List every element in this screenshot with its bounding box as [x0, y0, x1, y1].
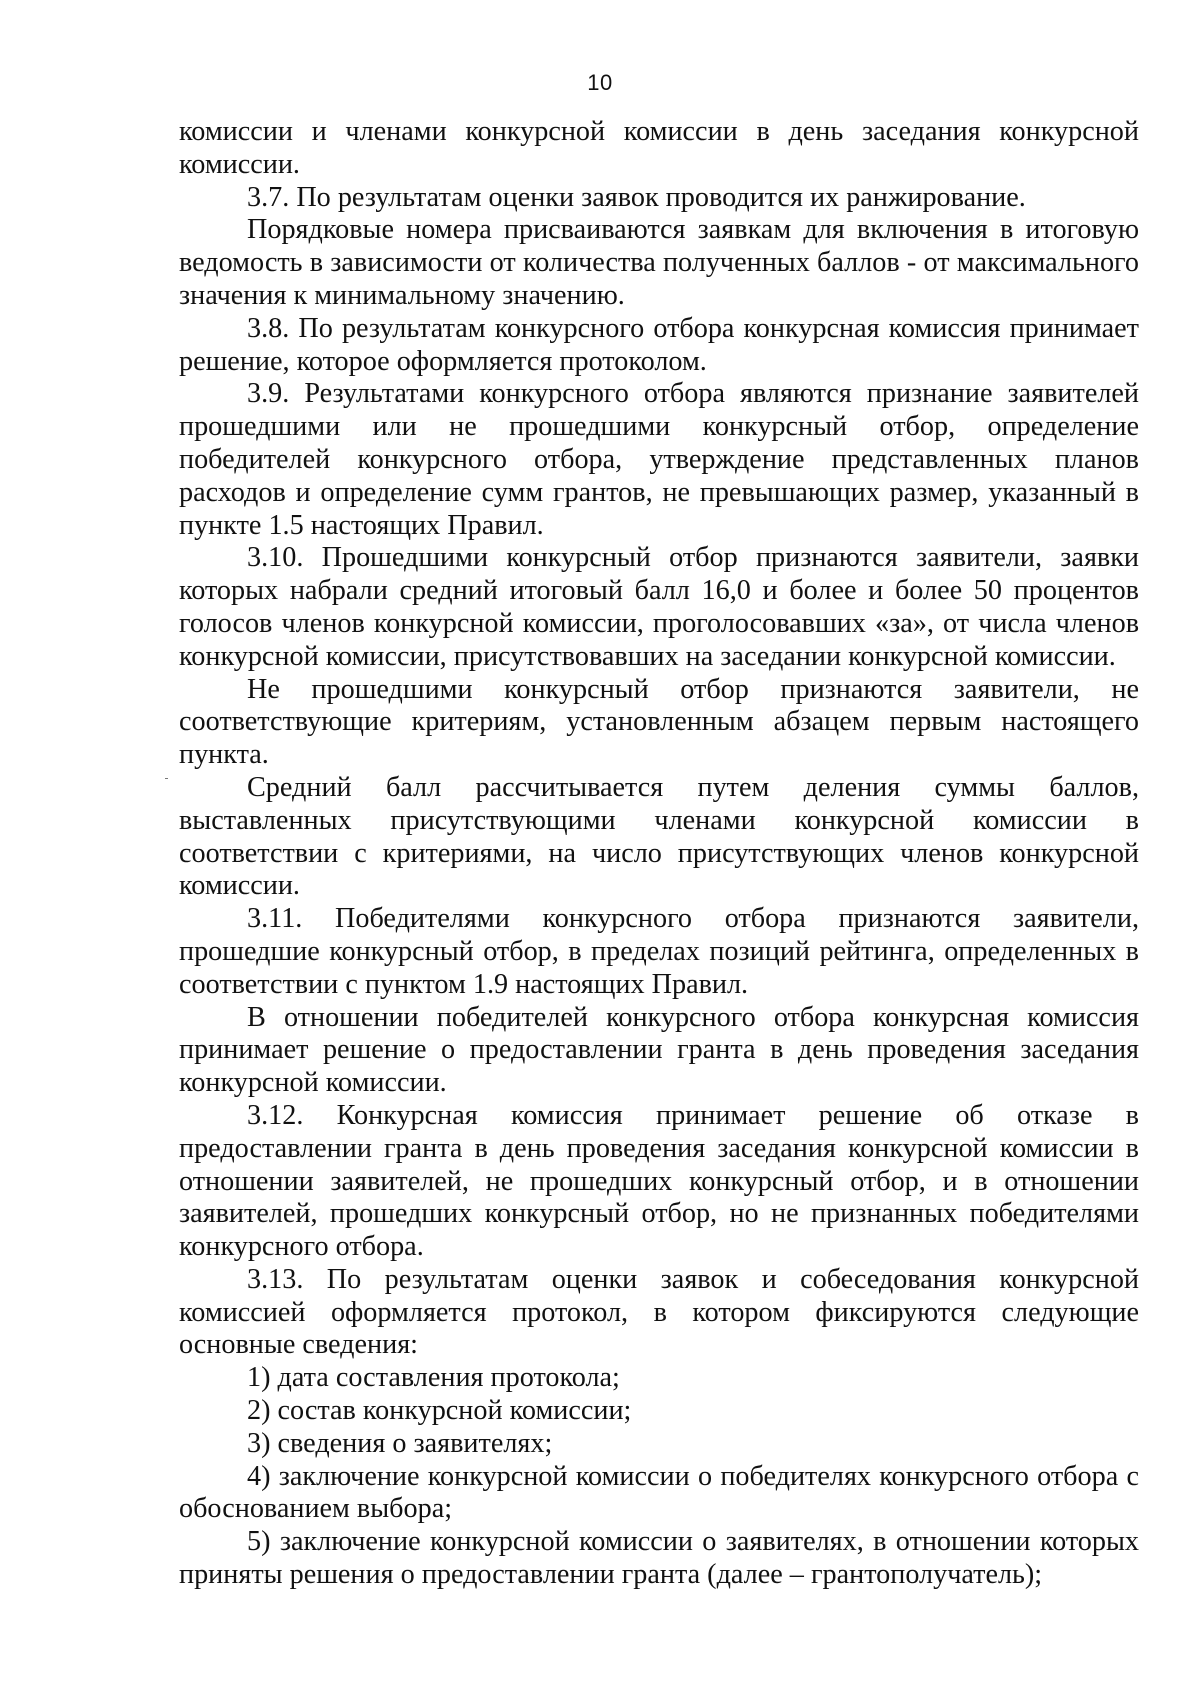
paragraph-3-13: 3.13. По результатам оценки заявок и собеседования конкурсной комиссией оформляется протокол, в котором фиксируются следующие основные сведения:	[179, 1263, 1139, 1361]
paragraph-3-10: 3.10. Прошедшими конкурсный отбор признаются заявители, заявки которых набрали средний итоговый балл 16,0 и более и более 50 процентов голосов членов конкурсной комиссии, проголосовавших «за», от числа членов конкурсной комиссии, присутствовавших на заседании конкурсной комиссии.	[179, 542, 1139, 672]
list-item-5: 5) заключение конкурсной комиссии о заявителях, в отношении которых приняты решения о предоставлении гранта (далее – грантополучатель);	[179, 1526, 1139, 1591]
paragraph-3-9: 3.9. Результатами конкурсного отбора являются признание заявителей прошедшими или не прошедшими конкурсный отбор, определение победителей конкурсного отбора, утверждение представленных планов расходов и определение сумм грантов, не превышающих размер, указанный в пункте 1.5 настоящих Правил.	[179, 378, 1139, 541]
paragraph-winners-decision: В отношении победителей конкурсного отбора конкурсная комиссия принимает решение о предоставлении гранта в день проведения заседания конкурсной комиссии.	[179, 1001, 1139, 1099]
paragraph-3-11: 3.11. Победителями конкурсного отбора признаются заявители, прошедшие конкурсный отбор, в пределах позиций рейтинга, определенных в соответствии с пунктом 1.9 настоящих Правил.	[179, 903, 1139, 1000]
list-item-2: 2) состав конкурсной комиссии;	[247, 1395, 632, 1427]
page-number: 10	[587, 70, 613, 95]
paragraph-3-12: 3.12. Конкурсная комиссия принимает решение об отказе в предоставлении гранта в день проведения заседания конкурсной комиссии в отношении заявителей, не прошедших конкурсный отбор, и в отношении заявителей, прошедших конкурсный отбор, но не признанных победителями конкурсного отбора.	[179, 1099, 1139, 1263]
paragraph-not-passed: Не прошедшими конкурсный отбор признаются заявители, не соответствующие критериям, установленным абзацем первым настоящего пункта.	[179, 673, 1139, 771]
list-item-4: 4) заключение конкурсной комиссии о победителях конкурсного отбора с обоснованием выбора;	[179, 1460, 1139, 1525]
list-item-3: 3) сведения о заявителях;	[247, 1427, 553, 1459]
list-item-1: 1) дата составления протокола;	[247, 1362, 620, 1394]
document-body	[179, 116, 1139, 1592]
paragraph-average-score: Средний балл рассчитывается путем деления суммы баллов, выставленных присутствующими членами конкурсной комиссии в соответствии с критериями, на число присутствующих членов конкурсной комиссии.	[179, 771, 1139, 902]
paragraph-3-8: 3.8. По результатам конкурсного отбора конкурсная комиссия принимает решение, которое оформляется протоколом.	[179, 312, 1139, 377]
scan-artifact	[165, 778, 168, 779]
paragraph-ordinal-numbers: Порядковые номера присваиваются заявкам для включения в итоговую ведомость в зависимости от количества полученных баллов - от максимального значения к минимальному значению.	[179, 214, 1139, 311]
paragraph-continuation: комиссии и членами конкурсной комиссии в день заседания конкурсной комиссии.	[179, 116, 1139, 180]
paragraph-3-7: 3.7. По результатам оценки заявок проводится их ранжирование.	[247, 181, 1026, 213]
